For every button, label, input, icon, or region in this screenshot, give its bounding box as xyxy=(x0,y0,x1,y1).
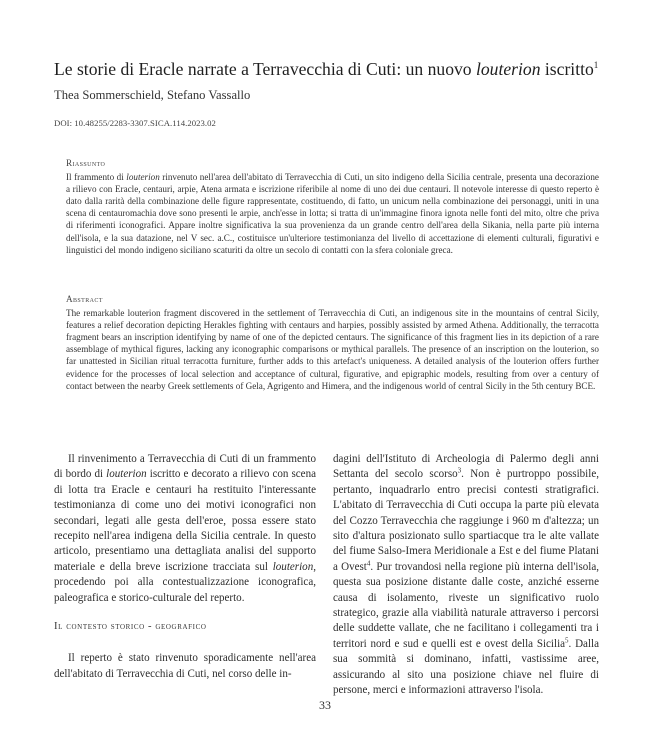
body-text-a: Il rinvenimento a Terravecchia di Cuti di un frammento di bordo di xyxy=(54,453,316,481)
body-text-em-2: louterion xyxy=(272,560,314,573)
section-heading: Il contesto storico - geografico xyxy=(54,621,207,633)
riassunto-heading: Riassunto xyxy=(66,158,106,168)
body-column-left xyxy=(54,452,316,682)
riassunto-text-em: louterion xyxy=(126,172,160,183)
body-text-c: , procedendo poi alla contestualizzazione iconografica, paleografica e storico-culturale del reperto. xyxy=(54,560,316,604)
title-footnote-ref[interactable]: 1 xyxy=(593,60,599,71)
right-text-d: . Dalla sua sommità si dominano, infatti, vastissime aree, assicurando al sito una posizione chiave nel fluire di persone, merci e informazioni attraverso l'isola. xyxy=(333,637,599,697)
right-text-b: . Non è purtroppo possibile, pertanto, inquadrarlo entro precisi contesti stratigrafici. L'abitato di Terravecchia di Cuti occupa la parte più elevata del Cozzo Terravecchia che raggiunge i 960 m d'altezza; un sito d'altura posizionato sullo spartiacque tra le alte vallate del fiume Salso-Imera Meridionale a Est e del fiume Platani a Ovest xyxy=(333,468,599,573)
body-paragraph-2: Il reperto è stato rinvenuto sporadicamente nell'area dell'abitato di Terravecchia di Cuti, nel corso delle in- xyxy=(54,652,316,680)
abstract-heading: Abstract xyxy=(66,294,103,304)
abstract-text: The remarkable louterion fragment discovered in the settlement of Terravecchia di Cuti, an indigenous site in the mountains of central Sicily, features a relief decoration depicting Herakles fighting with centaurs and harpies, possibly assisted by armed Athena. Additionally, the terracotta fragment bears an inscription identifying by name of one of the depicted centaurs. The significance of this fragment lies in its depiction of a rare assemblage of mythical figures, lacking any iconographic comparisons or mythical parallels. The presence of an inscription on the louterion, so far unattested in Sicilian ritual terracotta furniture, further adds to this artefact's uniqueness. A detailed analysis of the louterion offers further evidence for the processes of local selection and acceptance of cultural, figurative, and epigraphic models, resulting from over a century of contact between the nearby Greek settlements of Gela, Agrigento and Himera, and the indigenous world of central Sicily in the 5th century BCE. xyxy=(66,308,599,391)
body-paragraph xyxy=(54,452,316,606)
body-paragraph-right xyxy=(333,452,599,699)
right-text-c: . Pur trovandosi nella regione più interna dell'isola, questa sua posizione distante dalle coste, anziché esserne causa di isolamento, riveste un significativo ruolo strategico, grazie alla viabilità naturale attraverso i percorsi delle suddette vallate, che ne facilitano i collegamenti tra i territori nord e sud e quelli est e ovest della Sicilia xyxy=(333,560,600,650)
title-text-1: Le storie di Eracle narrate a Terravecchia di Cuti: un nuovo xyxy=(54,59,476,79)
title-emphasis: louterion xyxy=(475,59,541,79)
body-text-b: iscritto e decorato a rilievo con scena di lotta tra Eracle e centauri ha restituito l'interessante testimonianza di come uno dei motivi iconografici non secondari, legati alle gesta dell'eroe, possa essere stato recepito nell'area indigena della Sicilia centrale. In questo articolo, presentiamo una dettagliata analisi del supporto materiale e della breve iscrizione tracciata sul xyxy=(54,468,316,573)
riassunto-text-a: Il frammento di xyxy=(66,172,127,183)
abstract-block xyxy=(66,293,599,392)
riassunto-text xyxy=(66,171,599,256)
article-title xyxy=(54,58,614,80)
riassunto-text-b: rinvenuto nell'area dell'abitato di Terravecchia di Cuti, un sito indigeno della Sicilia centrale, presenta una decorazione a rilievo con Eracle, centauri, arpie, Atena armata e iscrizione riferibile al nome di uno dei due centauri. Il notevole interesse di questo reperto è dato dalla rarità della combinazione delle figure rappresentate, costituendo, di fatto, un unicum nella combinazione dei personaggi, uniti in una scena di centauromachia dove sono presenti le arpie, anch'esse in lotta; si tratta di un'immagine finora ignota nelle fonti del mito, oltre che priva di riferimenti iconografici. Appare inoltre significativa la sua provenienza da un grande centro dell'area della Sikania, nella parte più interna dell'isola, e la sua datazione, nel V sec. a.C., costituisce un'ulteriore testimonianza del livello di accettazione di elementi culturali, figurativi e linguistici del mondo indigeno siciliano scaturiti da oltre un secolo di contatti con la sfera coloniale greca. xyxy=(66,172,599,255)
page-number: 33 xyxy=(319,698,331,712)
riassunto-block xyxy=(66,157,599,256)
article-doi[interactable]: DOI: 10.48255/2283-3307.SICA.114.2023.02 xyxy=(54,118,216,128)
footnote-ref-3[interactable]: 3 xyxy=(457,466,462,475)
title-text-2: iscritto xyxy=(540,59,594,79)
body-text-em-1: louterion xyxy=(106,468,147,481)
footnote-ref-5[interactable]: 5 xyxy=(565,636,569,645)
right-text-a: dagini dell'Istituto di Archeologia di Palermo degli anni Settanta del secolo scorso xyxy=(333,453,599,481)
article-authors: Thea Sommerschield, Stefano Vassallo xyxy=(54,88,251,102)
footnote-ref-4[interactable]: 4 xyxy=(366,559,371,568)
body-column-right xyxy=(333,452,599,699)
